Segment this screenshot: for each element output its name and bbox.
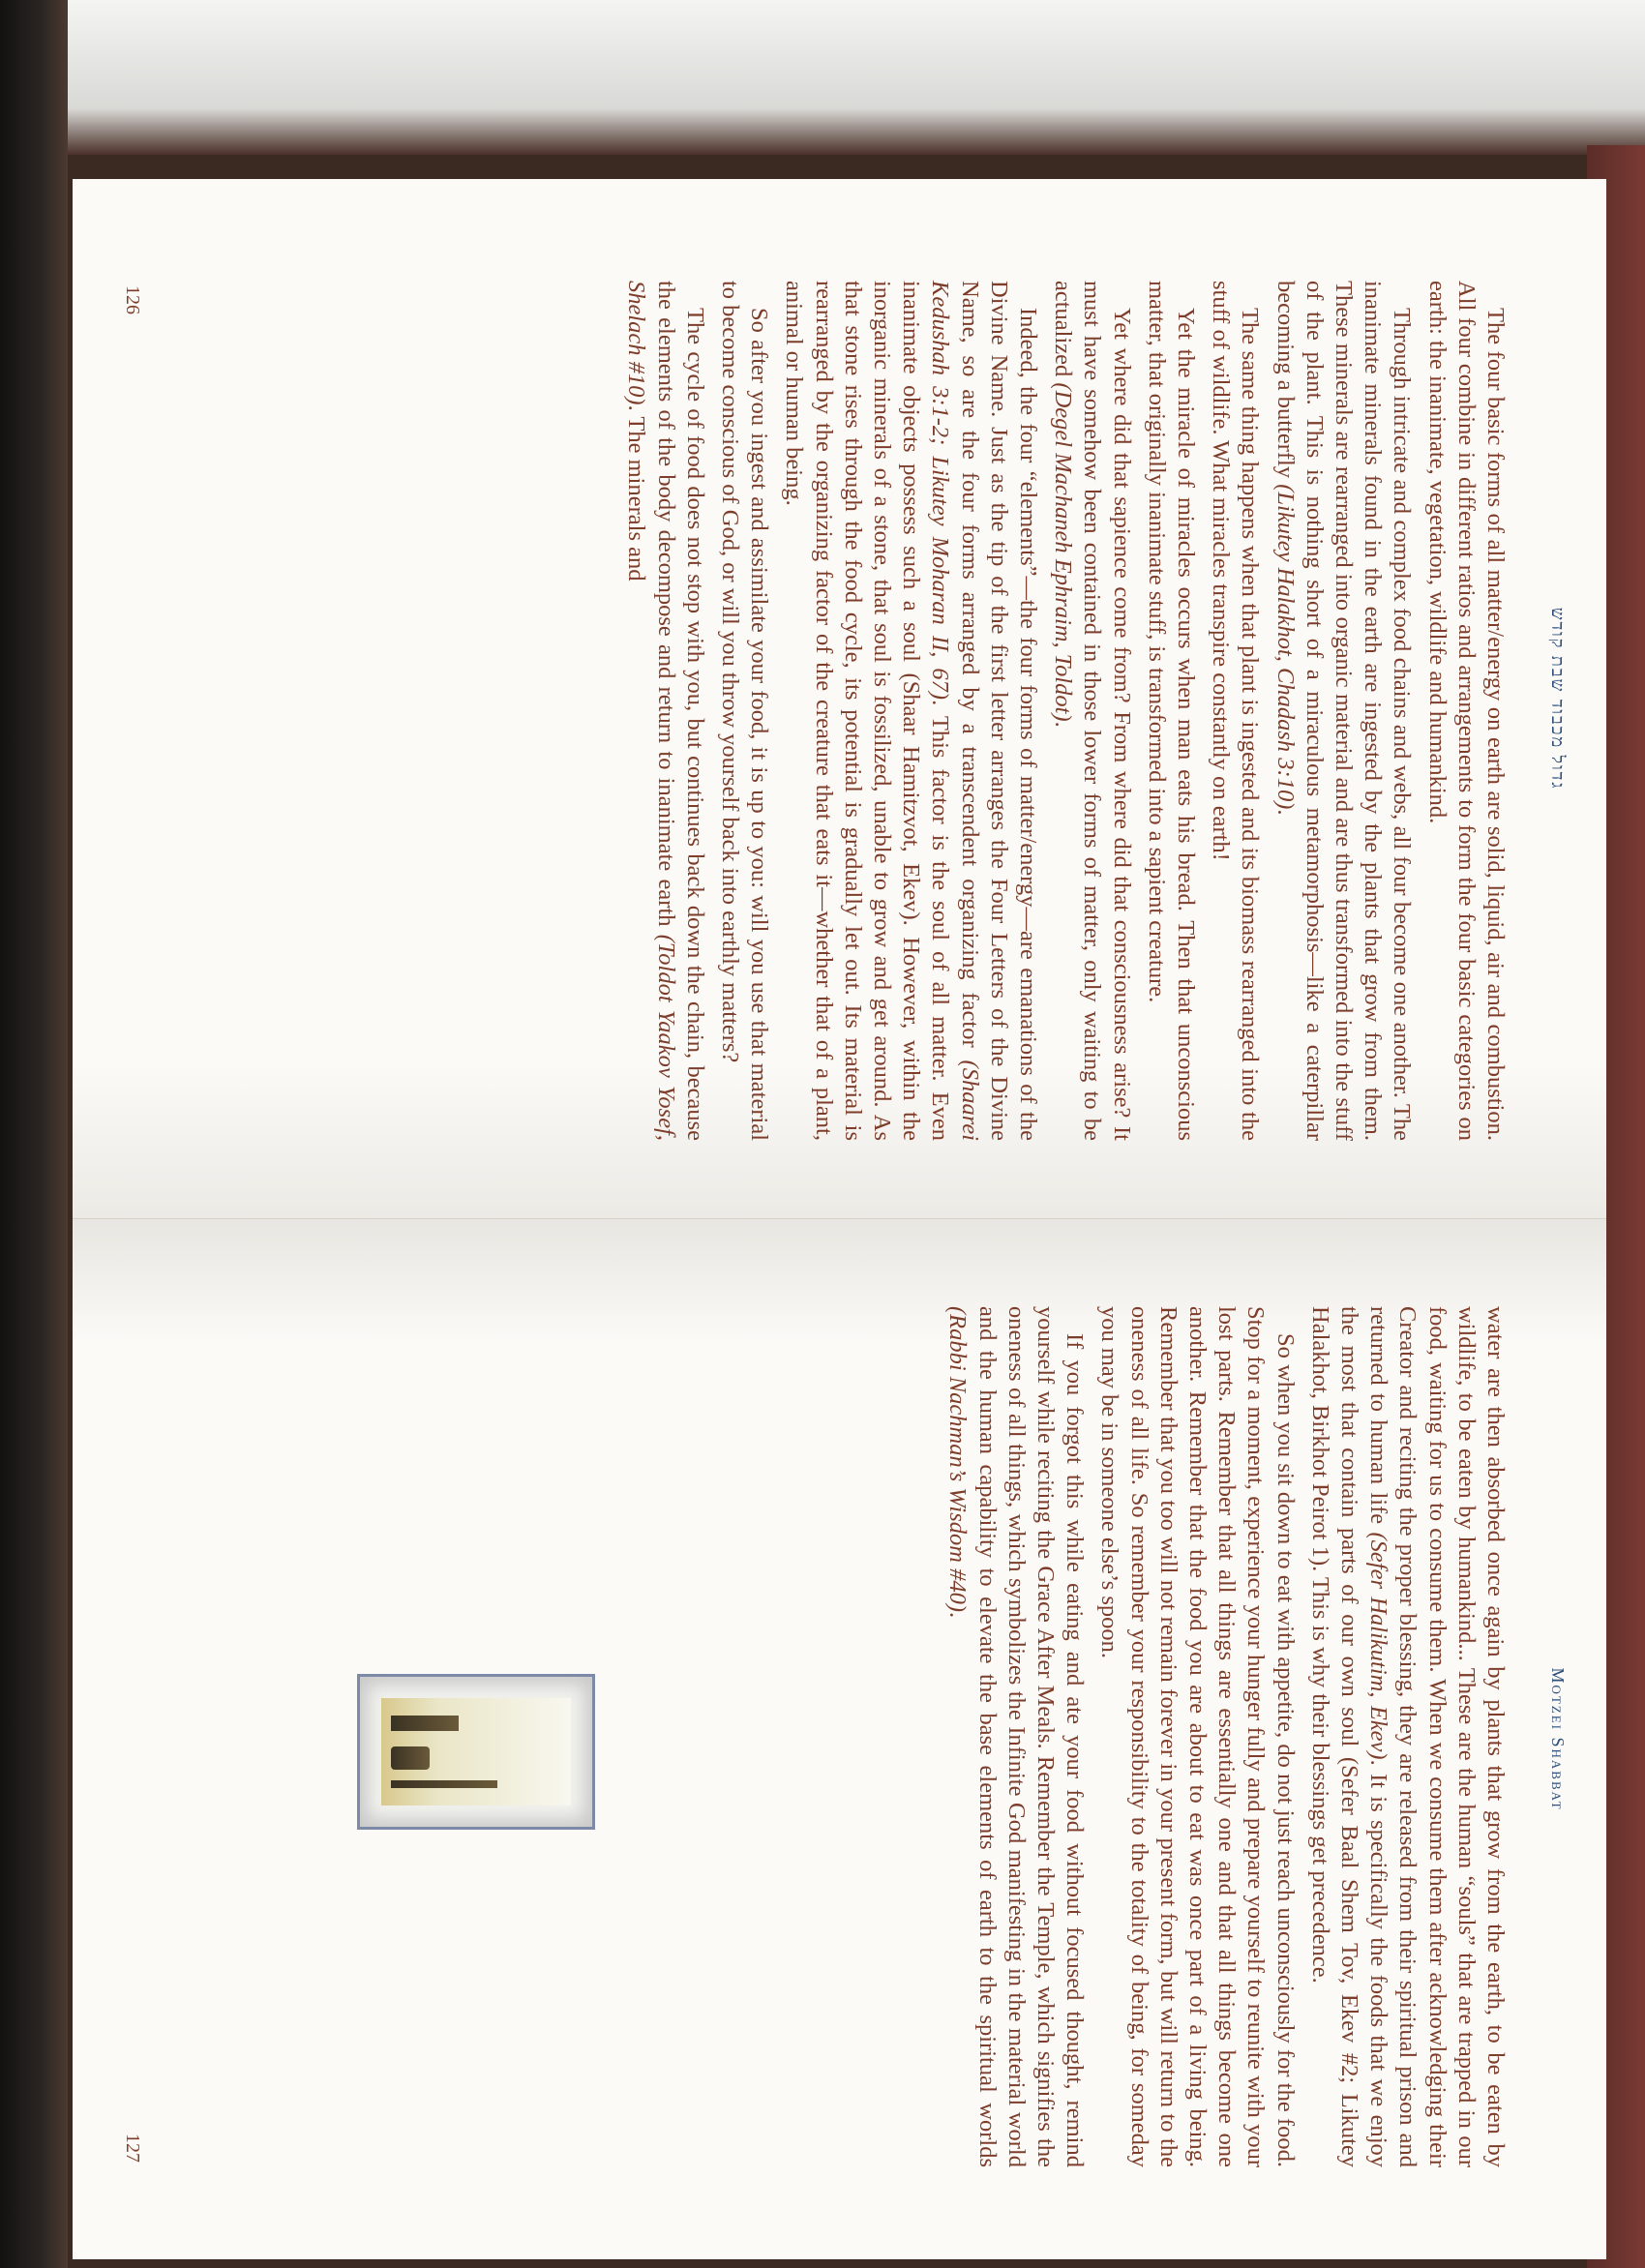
paragraph: The cycle of food does not stop with you, but continues back down the chain, because the elements of the body decompose and return to inanimate earth (Toldot Yaakov Yosef, Shelach #10). The minerals and — [623, 281, 708, 1141]
paragraph: The four basic forms of all matter/energy on earth are solid, liquid, air and combustion. All four combine in different ratios and arrangements to form the four basic categories on earth: the inanimate, vegetation, wildlife and humankind. — [1423, 281, 1509, 1141]
page-number: 127 — [122, 2134, 143, 2163]
citation: (Likutey Halakhot, Chadash 3:10) — [1271, 484, 1299, 810]
page-127 — [73, 1219, 1606, 2259]
running-head: Motzei Shabbat — [1548, 1667, 1568, 1811]
paragraph: water are then absorbed once again by plants that grow from the earth, to be eaten by wildlife, to be eaten by humankind... These are the human “souls” that are trapped in our food, waiting for us to consume them. When we consume them after acknowledging their Creator and reciting the proper blessing, they are released from their spiritual prison and returned to human life (Sefer Halikutim, Ekev). It is specifically the foods that we enjoy the most that contain parts of our own soul (Sefer Baal Shem Tov, Ekev #2; Likutey Halakhot, Birkhot Peirot 1). This is why their blessings get precedence. — [1306, 1306, 1509, 2168]
candle-icon — [391, 1716, 459, 1731]
page-body — [937, 1306, 1510, 2167]
cup-icon — [391, 1746, 430, 1770]
paragraph: If you forgot this while eating and ate your food without focused thought, remind yourself while reciting the Grace After Meals. Remember the Temple, which signifies the oneness of all things, which symbolizes the Infinite God manifesting in the material world and the human capability to elevate the base elements of earth to the spiritual worlds (Rabbi Nachman’s Wisdom #40). — [944, 1306, 1089, 2167]
candlestick-icon — [391, 1780, 497, 1788]
scanner-edge — [0, 0, 68, 2268]
citation: (Sefer Halikutim, Ekev) — [1365, 1532, 1392, 1760]
paragraph: The same thing happens when that plant is ingested and its biomass rearranged into the stuff of wildlife. What miracles transpire constantly on earth! — [1208, 281, 1264, 1141]
paragraph: So when you sit down to eat with appetite, do not just reach unconsciously for the food. Stop for a moment, experience your hunger fully and prepare yourself to reunite with your lost parts. Remember that all things are essentially one and that all things become one another. Remember that the food you are about to eat was once part of a living being. Remember that you too will not remain forever in your present form, but will return to the oneness of all life. So remember your responsibility to the totality of being, for someday you may be in someone else’s spoon. — [1096, 1306, 1299, 2167]
paragraph: Yet the miracle of miracles occurs when man eats his bread. Then that unconscious matter, that originally inanimate stuff, is transformed into a sapient creature. — [1143, 281, 1199, 1141]
running-head-hebrew: גדול מכבוד שבת קודש — [1548, 607, 1568, 791]
citation: (Shaarei Kedushah 3:1-2; Likutey Moharan II, 67) — [927, 281, 983, 1141]
havdalah-photo — [357, 1674, 595, 1830]
citation: (Rabbi Nachman’s Wisdom #40) — [944, 1306, 972, 1612]
scanner-lid — [0, 0, 1645, 155]
paragraph: So after you ingest and assimilate your food, it is up to you: will you use that material to become conscious of God, or will you throw yourself back into earthly matters? — [716, 281, 773, 1141]
page-number: 126 — [122, 285, 143, 314]
citation: (Degel Machaneh Ephraim, Toldot) — [1050, 382, 1077, 722]
paragraph: Through intricate and complex food chains and webs, all four become one another. The inanimate minerals found in the earth are ingested by the plants that grow from them. These minerals are rearranged into organic material and are thus transformed into the stuff of the plant. This is nothing short of a miraculous metamorphosis—like a caterpillar becoming a butterfly (Likutey Halakhot, Chadash 3:10). — [1271, 281, 1416, 1141]
paragraph: Indeed, the four “elements”—the four forms of matter/energy—are emanations of the Divine Name. Just as the tip of the first letter arranges the Four Letters of the Divine Name, so are the four forms arranged by a transcendent organizing factor (Shaarei Kedushah 3:1-2; Likutey Moharan II, 67). This factor is the soul of all matter. Even inanimate objects possess such a soul (Shaar Hamitzvot, Ekev). However, within the inorganic minerals of a stone, that soul is fossilized, unable to grow and get around. As that stone rises through the food cycle, its potential is gradually let out. Its material is rearranged by the organizing factor of the creature that eats it—whether that of a plant, animal or human being. — [781, 281, 1041, 1141]
page-126 — [73, 179, 1606, 1219]
page-body — [615, 281, 1510, 1141]
paragraph: Yet where did that sapience come from? From where did that consciousness arise? It must have somehow been contained in those lower forms of matter, only waiting to be actualized (Degel Machaneh Ephraim, Toldot). — [1050, 281, 1135, 1141]
book-pages — [73, 179, 1606, 2259]
photo-image — [381, 1698, 571, 1805]
citation: (Toldot Yaakov Yosef, Shelach #10) — [623, 281, 679, 1141]
book-spread — [73, 179, 1606, 2259]
